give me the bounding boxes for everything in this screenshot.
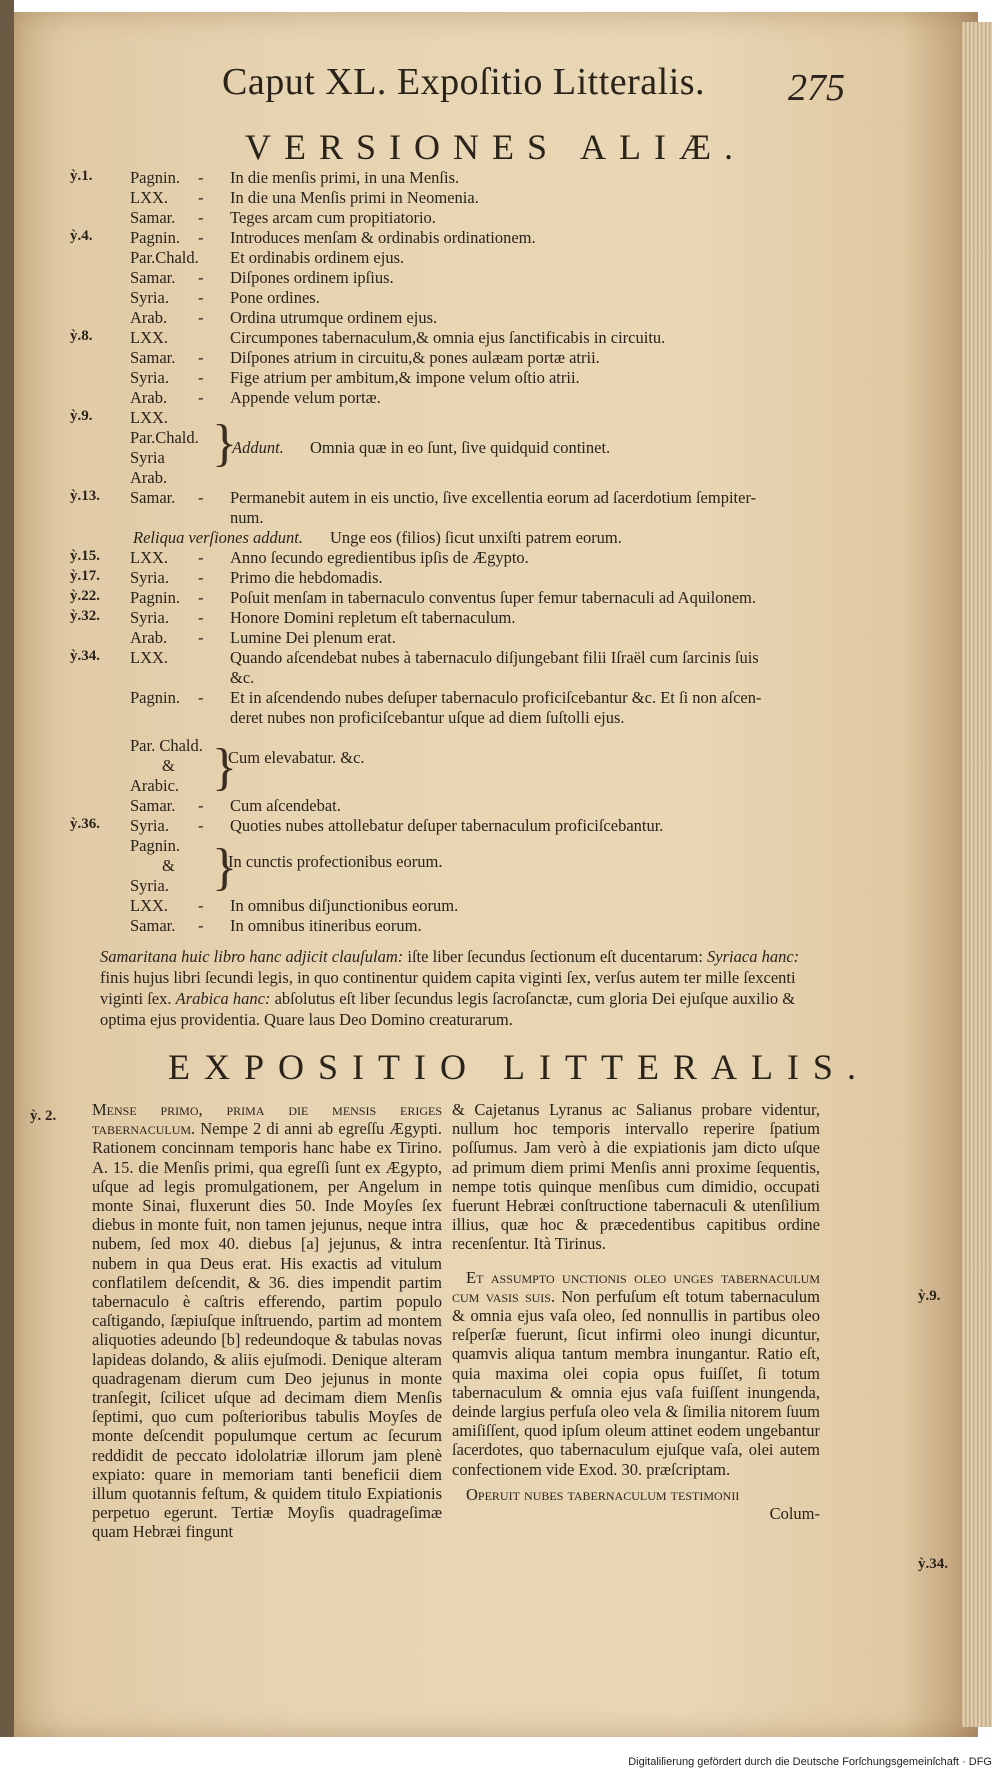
version-source: Pagnin. — [130, 588, 180, 607]
version-source: Arab. — [130, 388, 168, 407]
version-text: Omnia quæ in eo ſunt, ſive quidquid continet. — [310, 438, 611, 457]
version-dash: - — [198, 388, 204, 407]
version-text: In omnibus itineribus eorum. — [230, 916, 422, 935]
version-dash: - — [198, 608, 204, 627]
verse-number: ỳ.34. — [70, 648, 100, 664]
version-source: Samar. — [130, 208, 176, 227]
version-text: Ordina utrumque ordinem ejus. — [230, 308, 438, 327]
version-source: & — [162, 756, 175, 775]
version-dash: - — [198, 588, 204, 607]
version-text: Lumine Dei plenum erat. — [230, 628, 396, 647]
right-lead-2: Et aſſumpto unctionis oleo unges tabernaculum cum vaſis ſuis. — [452, 1267, 820, 1306]
margin-verse-right-1: ỳ.9. — [918, 1288, 941, 1304]
version-dash: - — [198, 816, 204, 835]
right-text-2: Non perfuſum eſt totum tabernaculum & omnia ejus vaſa oleo, ſed nonnullis in partibus oleo reſperſæ fuerunt, ſicut infirmi oleo inungi dicuntur, quamvis aliqua tantum membra inungantur. Ratio eſt, quia maxima olei copia opus fuiſſet, ſi totum tabernaculum & omnia ejus vaſa fuiſſent inungenda, deinde largius perfuſa oleo vela & ſimilia nitorem ſuum amiſiſſent, quod ipſum oleum attinet eodem ungebantur ſacerdotes, quo tabernaculum ejuſque vaſa, olei autem confectionem vide Exod. 30. præſcriptam. — [452, 1286, 820, 1479]
version-dash: - — [198, 796, 204, 815]
version-source: Samar. — [130, 268, 176, 287]
brace: } — [212, 739, 237, 796]
version-dash: - — [198, 628, 204, 647]
left-text: Nempe 2 di anni ab egreſſu Ægypti. Rationem concinnam temporis hanc habe ex Tirino. A. 15. die Menſis primi, qua egreſſi ſunt ex Ægypto, uſque ad legis promulgationem, per Angelum in monte Sinai, fluxerunt dies 50. Inde Moyſes ſex diebus in monte fuit, non tamen jejunus, neque intra nubem, ſed mox 40. diebus [a] jejunus, & intra nubem in qua Deus erat. His exactis ad vitulum conflatilem deſcendit, & 36. dies impendit partim tabernaculo è caſtris efferendo, partim populo caſtigando, ſæpiuſque inſtruendo, partim ad montem aliquoties adeundo [b] redeundoque & tabulas novas lapideas dolando, & aliis ejuſmodi. Denique alteram quadragenam dierum cum Deo jejunus in monte tranſegit, ſcilicet uſque ad decimam diem Menſis ſeptimi, quo cum poſterioribus tabulis Moyſes de monte deſcendit populumque certum ac ſecurum reddidit de peccato idololatriæ illorum jam plenè expiato: quare in memoriam tanti beneficii diem illum quotannis feſtum, & quidem titulo Expiationis perpetuo egerunt. Tertiæ Moyſis quadrageſimæ quam Hebræi fingunt — [92, 1119, 442, 1542]
version-text: Fige atrium per ambitum,& impone velum oſtio atrii. — [230, 368, 580, 387]
version-source: Par.Chald. — [130, 428, 199, 447]
version-source: Arab. — [130, 468, 168, 487]
verse-number: ỳ.17. — [70, 568, 100, 584]
version-dash: - — [198, 208, 204, 227]
version-dash: - — [198, 188, 204, 207]
version-text-continued: num. — [230, 508, 264, 527]
version-text: Circumpones tabernaculum,& omnia ejus ſanctificabis in circuitu. — [230, 328, 666, 347]
reliqua-label: Reliqua verſiones addunt. — [133, 528, 304, 547]
verse-number: ỳ.13. — [70, 488, 100, 504]
version-text: Cum elevabatur. &c. — [228, 748, 365, 767]
version-source: & — [162, 856, 175, 875]
version-source: Arab. — [130, 308, 168, 327]
expositio-left-column — [92, 1100, 442, 1542]
version-text: Honore Domini repletum eſt tabernaculum. — [230, 608, 516, 627]
version-source: Syria. — [130, 816, 169, 835]
dfg-credit: Digitaliſierung gefördert durch die Deutsche Forſchungsgemeinſchaft · DFG — [628, 1756, 992, 1768]
version-text: Et in aſcendendo nubes deſuper tabernaculo proficiſcebantur &c. Et ſi non aſcen- — [230, 688, 762, 707]
version-source: LXX. — [130, 408, 169, 427]
version-dash: - — [198, 568, 204, 587]
right-paragraph-2 — [452, 1268, 820, 1479]
note-text-3: abſolutus eſt liber ſecundus legis ſacroſanctæ, cum gloria Dei ejuſque auxilio & optima ejus providentia. Quare laus Deo Domino creaturarum. — [100, 989, 796, 1029]
verse-number: ỳ.9. — [70, 408, 93, 424]
version-text: Et ordinabis ordinem ejus. — [230, 248, 405, 267]
note-arabica-label: Arabica hanc: — [175, 989, 271, 1008]
version-dash: - — [198, 548, 204, 567]
expositio-right-column — [452, 1100, 820, 1523]
version-source: Pagnin. — [130, 168, 180, 187]
version-dash: - — [198, 896, 204, 915]
version-source: Syria. — [130, 876, 169, 895]
version-dash: - — [198, 488, 204, 507]
version-source: LXX. — [130, 896, 169, 915]
version-text: Anno ſecundo egredientibus ipſis de Ægypto. — [230, 548, 529, 567]
verse-number: ỳ.8. — [70, 328, 93, 344]
margin-verse-right-2: ỳ.34. — [918, 1556, 948, 1572]
version-text: In omnibus diſjunctionibus eorum. — [230, 896, 459, 915]
version-source: LXX. — [130, 188, 169, 207]
version-source: LXX. — [130, 328, 169, 347]
verse-number: ỳ.32. — [70, 608, 100, 624]
version-dash: - — [198, 688, 204, 707]
version-text: Pone ordines. — [230, 288, 320, 307]
version-source: LXX. — [130, 648, 169, 667]
version-text: Teges arcam cum propitiatorio. — [230, 208, 436, 227]
version-source: Samar. — [130, 796, 176, 815]
version-dash: - — [198, 228, 204, 247]
version-text: Quoties nubes attollebatur deſuper tabernaculum proficiſcebantur. — [230, 816, 664, 835]
version-source: Samar. — [130, 916, 176, 935]
version-source: Syria. — [130, 288, 169, 307]
page-number: 275 — [788, 67, 845, 109]
version-text: Permanebit autem in eis unctio, ſive excellentia eorum ad ſacerdotium ſempiter- — [230, 488, 757, 507]
version-text: In die una Menſis primi in Neomenia. — [230, 188, 479, 207]
verse-number: ỳ.1. — [70, 168, 93, 184]
note-syriaca-label: Syriaca hanc: — [707, 947, 800, 966]
margin-verse-left: ỳ. 2. — [30, 1108, 57, 1124]
version-source: Arab. — [130, 628, 168, 647]
note-text-1: iſte liber ſecundus ſectionum eſt ducentarum: — [403, 947, 708, 966]
version-dash: - — [198, 916, 204, 935]
note-text-2: finis hujus libri ſecundi legis, in quo continentur quidem capita viginti ſex, verſus autem ter mille ſexcenti viginti ſex. — [100, 968, 796, 1008]
version-text-continued: &c. — [230, 668, 255, 687]
version-dash: - — [198, 348, 204, 367]
verse-number: ỳ.4. — [70, 228, 93, 244]
version-dash: - — [198, 368, 204, 387]
running-head: Caput XL. Expoſitio Litteralis. — [222, 61, 706, 103]
version-text: Appende velum portæ. — [230, 388, 381, 407]
version-text: Cum aſcendebat. — [230, 796, 341, 815]
page-edges — [962, 22, 992, 1727]
brace: } — [212, 839, 237, 896]
version-source: Syria. — [130, 368, 169, 387]
version-source: Pagnin. — [130, 228, 180, 247]
version-text: In cunctis profectionibus eorum. — [228, 852, 443, 871]
expositio-heading: EXPOSITIO LITTERALIS. — [168, 1047, 870, 1087]
version-source: Syria — [130, 448, 165, 467]
version-text: In die menſis primi, in una Menſis. — [230, 168, 460, 187]
version-source: Pagnin. — [130, 688, 180, 707]
left-lead: Menſe primo, prima die menſis eriges tabernaculum. — [92, 1100, 442, 1139]
version-text: Diſpones atrium in circuitu,& pones aulæam portæ atrii. — [230, 348, 600, 367]
version-text-continued: deret nubes non proficiſcebantur uſque ad diem ſuſtolli ejus. — [230, 708, 625, 727]
version-source: Pagnin. — [130, 836, 180, 855]
version-source: Samar. — [130, 348, 176, 367]
right-paragraph-1: & Cajetanus Lyranus ac Salianus probare videntur, nullum hoc temporis intervallo reperire ſpatium poſſumus. Jam verò à die expiationis jam dicto uſque ad primum diem primi Menſis anni proxime ſequentis, nempe totis quinque menſibus cum dimidio, occupati fuerunt Hebræi conſtructione tabernaculi & utenſilium illius, quæ hoc & præcedentibus capitibus ordine recenſentur. Ità Tirinus. — [452, 1100, 820, 1254]
version-text: Unge eos (filios) ſicut unxiſti patrem eorum. — [330, 528, 622, 547]
verse-number: ỳ.36. — [70, 816, 100, 832]
version-dash: - — [198, 288, 204, 307]
version-source: LXX. — [130, 548, 169, 567]
version-text: Poſuit menſam in tabernaculo conventus ſuper femur tabernaculi ad Aquilonem. — [230, 588, 757, 607]
version-dash: - — [198, 168, 204, 187]
right-lead-3: Operuit nubes tabernaculum testimonii — [466, 1484, 740, 1504]
version-dash: - — [198, 308, 204, 327]
version-text: Quando aſcendebat nubes à tabernaculo diſjungebant filii Iſraël cum ſarcinis ſuis — [230, 648, 759, 667]
version-source: Par. Chald. — [130, 736, 203, 755]
version-source: Arabic. — [130, 776, 180, 795]
version-source: Syria. — [130, 568, 169, 587]
samaritana-note — [100, 946, 830, 1030]
version-source: Samar. — [130, 488, 176, 507]
brace: } — [212, 415, 237, 472]
verse-number: ỳ.15. — [70, 548, 100, 564]
version-text: Diſpones ordinem ipſius. — [230, 268, 394, 287]
version-source: Syria. — [130, 608, 169, 627]
note-samaritana-label: Samaritana huic libro hanc adjicit clauſulam: — [100, 947, 404, 966]
versiones-heading: VERSIONES ALIÆ. — [245, 127, 747, 167]
catchword: Colum- — [769, 1504, 820, 1524]
version-text: Introduces menſam & ordinabis ordinationem. — [230, 228, 536, 247]
version-source: Par.Chald. — [130, 248, 199, 267]
addunt-label: Addunt. — [232, 438, 284, 457]
version-dash: - — [198, 268, 204, 287]
book-binding — [0, 0, 14, 1776]
verse-number: ỳ.22. — [70, 588, 100, 604]
version-text: Primo die hebdomadis. — [230, 568, 383, 587]
